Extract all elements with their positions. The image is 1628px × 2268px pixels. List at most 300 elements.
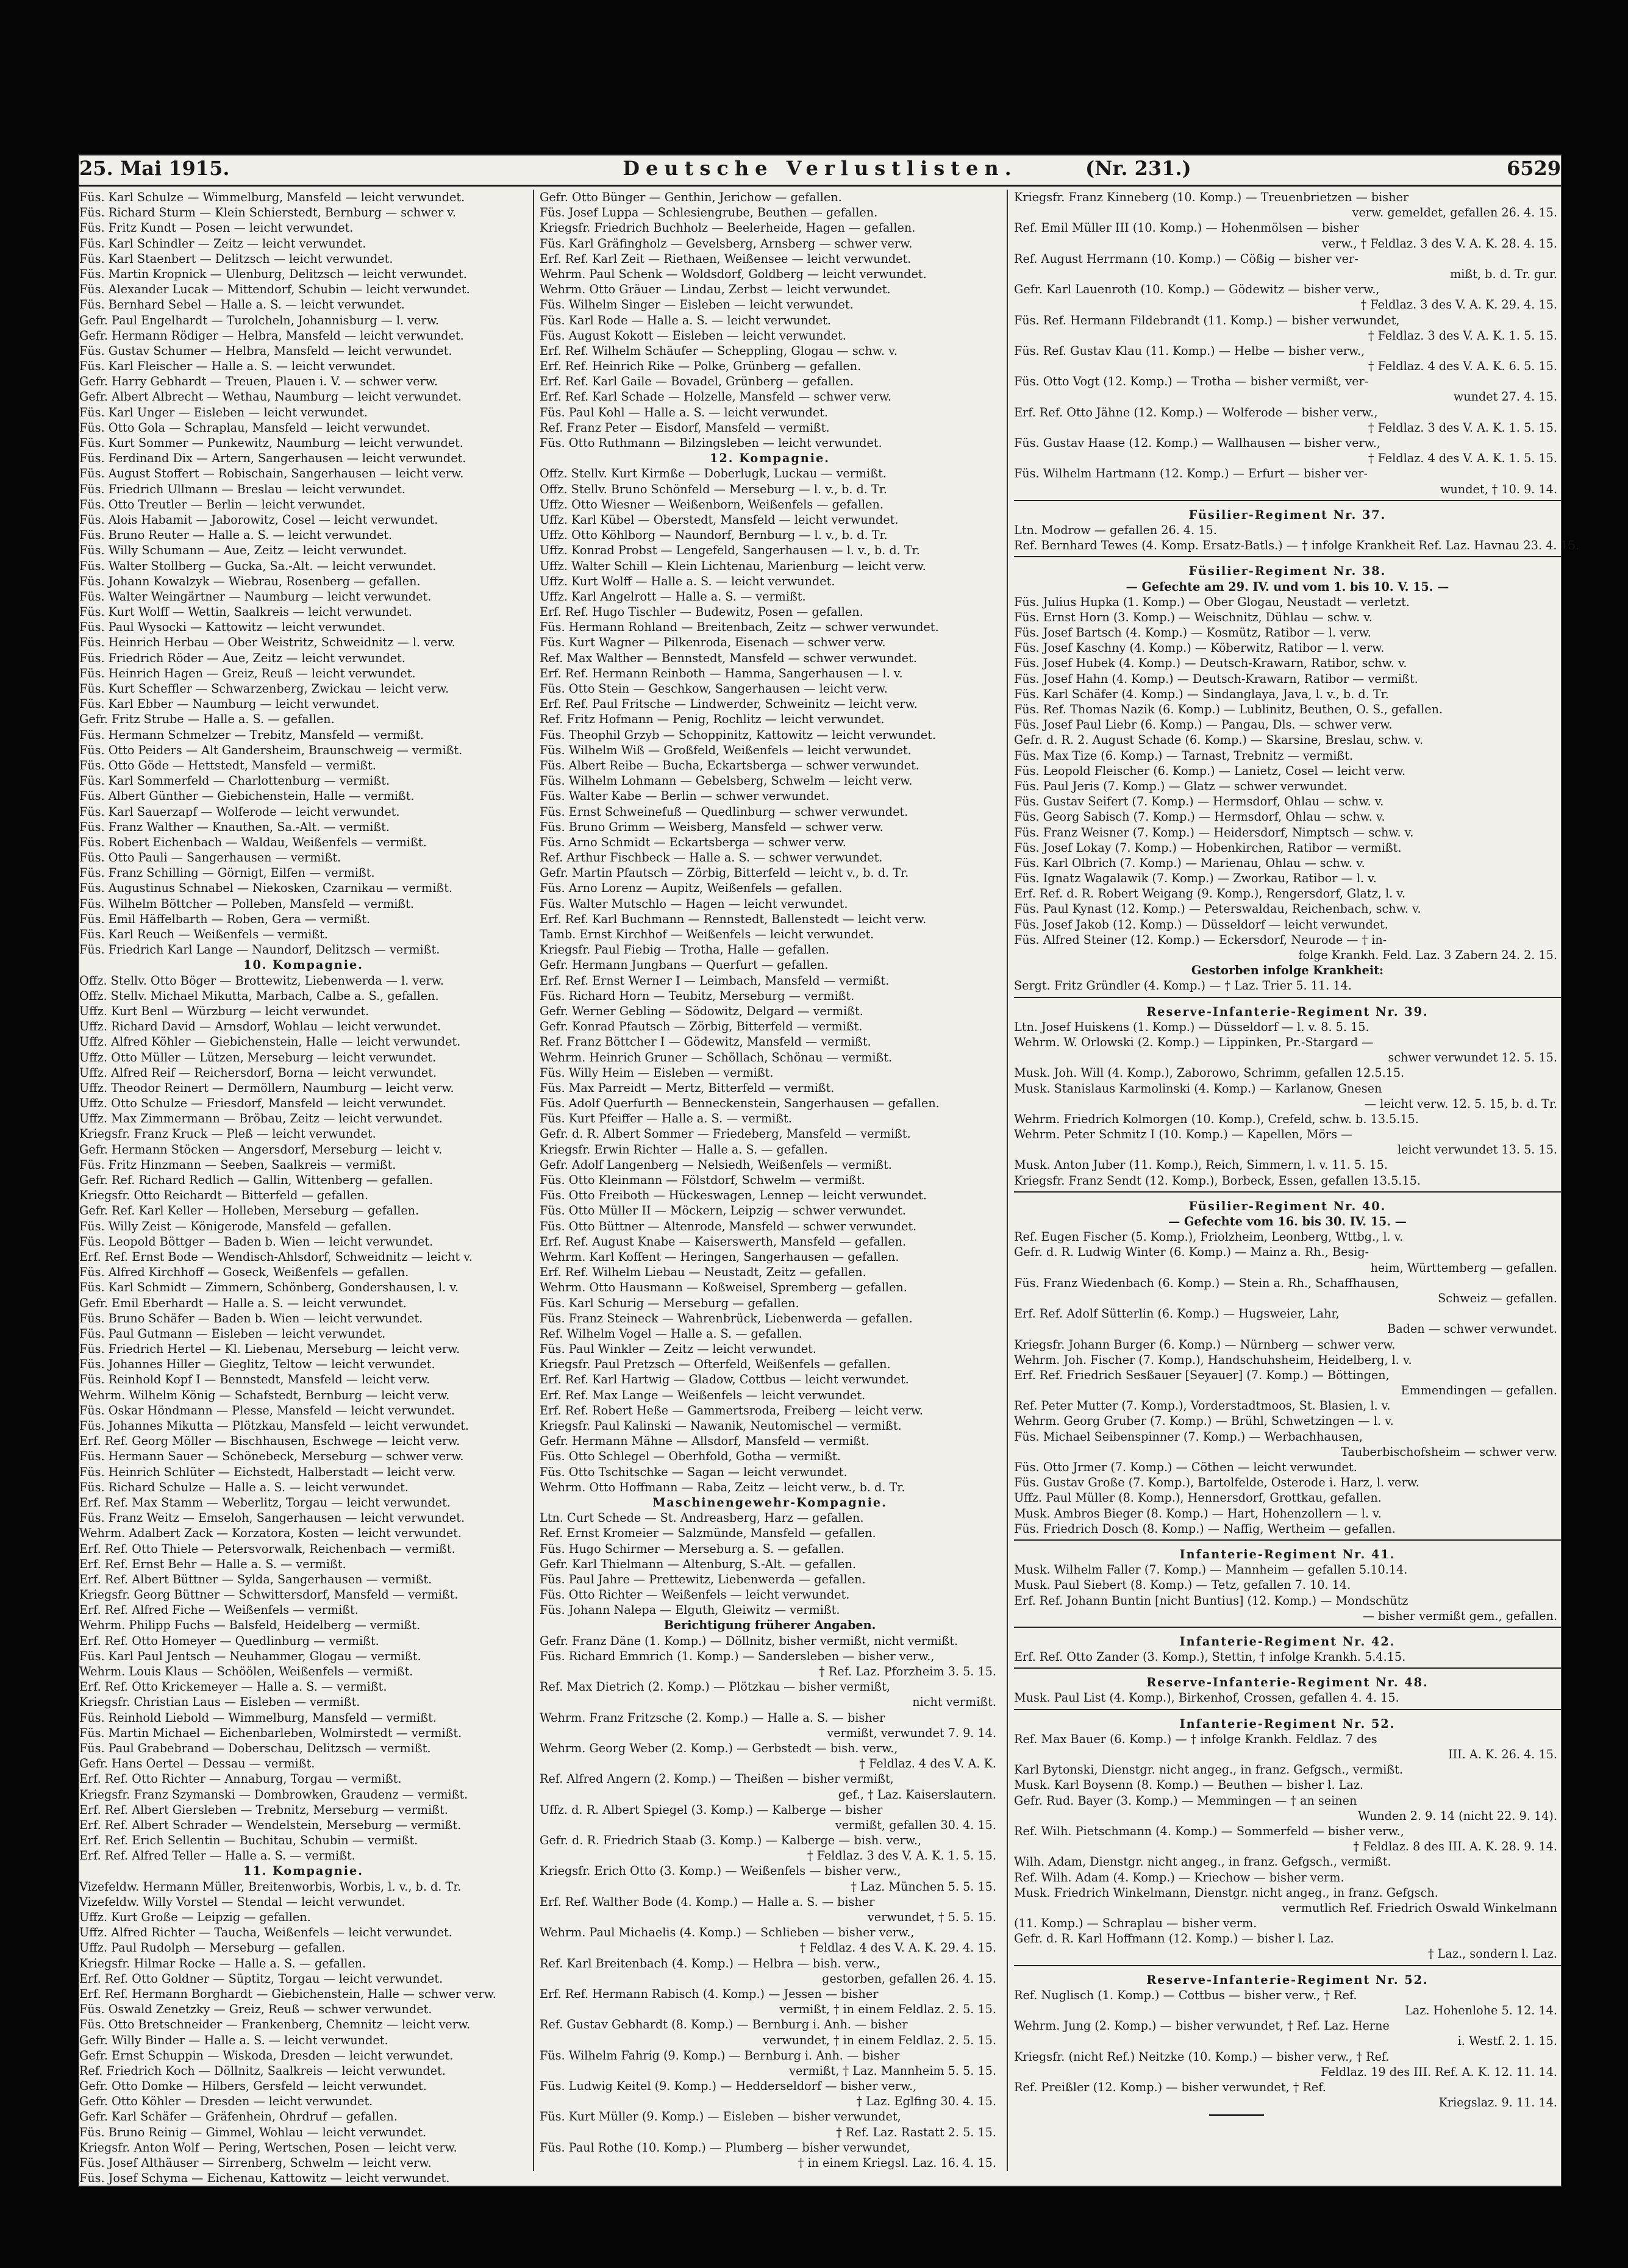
- casualty-entry: Füs. Max Tize (6. Komp.) — Tarnast, Trebnitz — vermißt.: [1014, 748, 1354, 763]
- casualty-entry: Füs. Bruno Reuter — Halle a. S. — leicht verwundet.: [79, 528, 393, 543]
- casualty-entry: Füs. Karl Olbrich (7. Komp.) — Marienau, Ohlau — schw. v.: [1014, 855, 1365, 870]
- casualty-entry: Ref. Wilh. Pietschmann (4. Komp.) — Sommerfeld — bisher verw.,: [1014, 1824, 1404, 1838]
- casualty-entry: Füs. Alois Habamit — Jaborowitz, Cosel — leicht verwundet.: [79, 512, 438, 527]
- casualty-entry: Erf. Ref. Otto Richter — Annaburg, Torgau — vermißt.: [79, 1772, 402, 1786]
- casualty-entry: Füs. Ref. Thomas Nazik (6. Komp.) — Lublinitz, Beuthen, O. S., gefallen.: [1014, 702, 1443, 716]
- casualty-entry: Offz. Stellv. Kurt Kirmße — Doberlugk, Luckau — vermißt.: [540, 466, 887, 481]
- casualty-entry: Erf. Ref. Hermann Rabisch (4. Komp.) — Jessen — bisher: [540, 1986, 879, 2001]
- casualty-entry: Ref. Wilh. Adam (4. Komp.) — Kriechow — bisher verm.: [1014, 1870, 1344, 1885]
- casualty-entry: Füs. Ernst Schweinefuß — Quedlinburg — schwer verwundet.: [540, 804, 909, 819]
- section-heading: Füsilier-Regiment Nr. 40.: [1188, 1199, 1387, 1213]
- casualty-entry: Füs. Josef Kaschny (4. Komp.) — Köberwitz, Ratibor — l. verw.: [1014, 641, 1385, 655]
- entry-continuation: gestorben, gefallen 26. 4. 15.: [822, 1971, 996, 1986]
- casualty-entry: Wehrm. Paul Schenk — Woldsdorf, Goldberg — leicht verwundet.: [540, 266, 927, 281]
- casualty-entry: Wehrm. Karl Koffent — Heringen, Sangerhausen — gefallen.: [540, 1249, 899, 1264]
- section-heading: 11. Kompagnie.: [243, 1864, 363, 1878]
- casualty-entry: Füs. Kurt Sommer — Punkewitz, Naumburg — leicht verwundet.: [79, 436, 463, 450]
- casualty-entry: Füs. Karl Staenbert — Delitzsch — leicht verwundet.: [79, 251, 393, 266]
- casualty-entry: Uffz. Alfred Köhler — Giebichenstein, Halle — leicht verwundet.: [79, 1035, 461, 1049]
- casualty-entry: Kriegsfr. Hilmar Rocke — Halle a. S. — gefallen.: [79, 1956, 366, 1970]
- casualty-entry: Uffz. Karl Angelrott — Halle a. S. — vermißt.: [540, 589, 806, 604]
- casualty-entry: Füs. Heinrich Schlüter — Eichstedt, Halberstadt — leicht verw.: [79, 1464, 456, 1479]
- casualty-entry: Füs. Otto Pauli — Sangerhausen — vermißt.: [79, 850, 341, 865]
- casualty-entry: Füs. Paul Wysocki — Kattowitz — leicht verwundet.: [79, 620, 386, 635]
- section-rule: [1014, 556, 1561, 563]
- casualty-entry: Füs. Hermann Schmelzer — Trebitz, Mansfeld — vermißt.: [79, 727, 424, 742]
- casualty-entry: Ref. Franz Böttcher I — Gödewitz, Mansfeld — vermißt.: [540, 1035, 871, 1049]
- section-rule: [1014, 1709, 1561, 1716]
- casualty-entry: Füs. Karl Fleischer — Halle a. S. — leicht verwundet.: [79, 359, 396, 374]
- casualty-entry: Erf. Ref. Adolf Sütterlin (6. Komp.) — Hugsweier, Lahr,: [1014, 1307, 1340, 1321]
- casualty-entry: Füs. Heinrich Herbau — Ober Weistritz, Schweidnitz — l. verw.: [79, 635, 455, 650]
- casualty-entry: Musk. Friedrich Winkelmann, Dienstgr. nicht angeg., in franz. Gefgsch.: [1014, 1885, 1438, 1900]
- entry-continuation: Laz. Hohenlohe 5. 12. 14.: [1405, 2003, 1557, 2017]
- entry-continuation: † Laz., sondern l. Laz.: [1427, 1947, 1557, 1961]
- entry-continuation: † Feldlaz. 3 des V. A. K. 1. 5. 15.: [807, 1849, 996, 1863]
- casualty-entry: Uffz. Otto Schulze — Friesdorf, Mansfeld — leicht verwundet.: [79, 1096, 446, 1111]
- entry-continuation: wundet, † 10. 9. 14.: [1440, 482, 1557, 496]
- casualty-entry: Wehrm. Otto Hoffmann — Raba, Zeitz — leicht verw., b. d. Tr.: [540, 1480, 905, 1494]
- casualty-entry: Erf. Ref. Otto Zander (3. Komp.), Stettin, † infolge Krankh. 5.4.15.: [1014, 1650, 1406, 1664]
- casualty-entry: Füs. Otto Kleinmann — Fölstdorf, Schwelm — vermißt.: [540, 1173, 865, 1187]
- casualty-entry: Kriegsfr. Otto Reichardt — Bitterfeld — gefallen.: [79, 1188, 369, 1203]
- casualty-entry: Füs. Franz Weisner (7. Komp.) — Heidersdorf, Nimptsch — schw. v.: [1014, 825, 1414, 840]
- casualty-entry: Ltn. Modrow — gefallen 26. 4. 15.: [1014, 522, 1217, 537]
- casualty-entry: Musk. Joh. Will (4. Komp.), Zaborowo, Schrimm, gefallen 12.5.15.: [1014, 1066, 1405, 1080]
- casualty-entry: Füs. Friedrich Karl Lange — Naundorf, Delitzsch — vermißt.: [79, 943, 440, 957]
- casualty-entry: Wehrm. Friedrich Kolmorgen (10. Komp.), Crefeld, schw. b. 13.5.15.: [1014, 1111, 1419, 1126]
- casualty-entry: Gefr. Hermann Jungbans — Querfurt — gefallen.: [540, 958, 829, 972]
- casualty-entry: Füs. Augustinus Schnabel — Niekosken, Czarnikau — vermißt.: [79, 881, 453, 896]
- casualty-entry: Füs. Karl Rode — Halle a. S. — leicht verwundet.: [540, 313, 831, 327]
- casualty-entry: Gefr. Otto Domke — Hilbers, Gersfeld — leicht verwundet.: [79, 2079, 427, 2094]
- casualty-entry: Erf. Ref. Albert Schrader — Wendelstein, Merseburg — vermißt.: [79, 1817, 462, 1832]
- casualty-entry: Füs. Otto Vogt (12. Komp.) — Trotha — bisher vermißt, ver-: [1014, 374, 1369, 389]
- casualty-entry: Tamb. Ernst Kirchhof — Weißenfels — leicht verwundet.: [540, 927, 874, 941]
- casualty-entry: Gefr. Karl Schäfer — Gräfenhein, Ohrdruf — gefallen.: [79, 2109, 398, 2124]
- casualty-entry: Füs. Otto Bretschneider — Frankenberg, Chemnitz — leicht verw.: [79, 2017, 471, 2032]
- casualty-entry: Füs. Johannes Mikutta — Plötzkau, Mansfeld — leicht verwundet.: [79, 1419, 469, 1433]
- section-heading: Füsilier-Regiment Nr. 38.: [1188, 564, 1387, 579]
- casualty-entry: Musk. Stanislaus Karmolinski (4. Komp.) — Karlanow, Gnesen: [1014, 1081, 1382, 1096]
- casualty-entry: Füs. Karl Ebber — Naumburg — leicht verwundet.: [79, 697, 380, 711]
- casualty-entry: Füs. Karl Schurig — Merseburg — gefallen.: [540, 1296, 799, 1310]
- casualty-entry: Ref. Ernst Kromeier — Salzmünde, Mansfeld — gefallen.: [540, 1526, 876, 1541]
- casualty-entry: Uffz. Theodor Reinert — Dermöllern, Naumburg — leicht verw.: [79, 1080, 454, 1095]
- entry-continuation: — leicht verw. 12. 5. 15, b. d. Tr.: [1364, 1096, 1557, 1111]
- entry-continuation: vermißt, gefallen 30. 4. 15.: [835, 1817, 996, 1832]
- casualty-entry: Füs. Alfred Kirchhoff — Goseck, Weißenfels — gefallen.: [79, 1265, 409, 1280]
- casualty-entry: (11. Komp.) — Schraplau — bisher verm.: [1014, 1916, 1257, 1931]
- casualty-entry: Füs. Willy Heim — Eisleben — vermißt.: [540, 1065, 774, 1080]
- entry-continuation: † Laz. München 5. 5. 15.: [851, 1879, 996, 1894]
- casualty-entry: Wehrm. Georg Weber (2. Komp.) — Gerbstedt — bish. verw.,: [540, 1741, 898, 1755]
- section-heading: 12. Kompagnie.: [710, 451, 830, 466]
- casualty-entry: Füs. Karl Reuch — Weißenfels — vermißt.: [79, 927, 328, 941]
- casualty-entry: Füs. Heinrich Hagen — Greiz, Reuß — leicht verwundet.: [79, 666, 416, 680]
- entry-continuation: verw. gemeldet, gefallen 26. 4. 15.: [1352, 205, 1557, 220]
- casualty-entry: Erf. Ref. Heinrich Rike — Polke, Grünberg — gefallen.: [540, 359, 862, 374]
- casualty-entry: Füs. Reinhold Kopf I — Bennstedt, Mansfeld — leicht verw.: [79, 1372, 430, 1387]
- casualty-entry: Füs. Ref. Hermann Fildebrandt (11. Komp.) — bisher verwundet,: [1014, 313, 1400, 327]
- entry-continuation: vermißt, † Laz. Mannheim 5. 5. 15.: [789, 2063, 996, 2078]
- casualty-entry: Füs. Ludwig Keitel (9. Komp.) — Hedderseldorf — bisher verw.,: [540, 2079, 917, 2094]
- entry-continuation: wundet 27. 4. 15.: [1453, 390, 1557, 404]
- casualty-entry: Füs. Otto Freiboth — Hückeswagen, Lennep — leicht verwundet.: [540, 1188, 927, 1203]
- casualty-entry: Gefr. d. R. Karl Hoffmann (12. Komp.) — bisher l. Laz.: [1014, 1931, 1334, 1946]
- casualty-entry: Füs. Otto Göde — Hettstedt, Mansfeld — vermißt.: [79, 758, 376, 772]
- casualty-entry: Erf. Ref. Max Lange — Weißenfels — leicht verwundet.: [540, 1388, 866, 1402]
- casualty-entry: Füs. Leopold Fleischer (6. Komp.) — Lanietz, Cosel — leicht verw.: [1014, 763, 1406, 778]
- casualty-entry: Füs. Richard Schulze — Halle a. S. — leicht verwundet.: [79, 1480, 409, 1494]
- casualty-entry: Füs. Bruno Grimm — Weisberg, Mansfeld — schwer verw.: [540, 819, 884, 834]
- casualty-entry: Uffz. Konrad Probst — Lengefeld, Sangerhausen — l. v., b. d. Tr.: [540, 543, 920, 558]
- casualty-entry: Ref. Preißler (12. Komp.) — bisher verwundet, † Ref.: [1014, 2080, 1326, 2094]
- casualty-entry: Gefr. Ref. Richard Redlich — Gallin, Wittenberg — gefallen.: [79, 1173, 434, 1187]
- casualty-entry: Kriegsfr. Franz Kinneberg (10. Komp.) — Treuenbrietzen — bisher: [1014, 190, 1409, 204]
- casualty-entry: Füs. Adolf Querfurth — Benneckenstein, Sangerhausen — gefallen.: [540, 1096, 940, 1111]
- casualty-entry: Offz. Stellv. Bruno Schönfeld — Merseburg — l. v., b. d. Tr.: [540, 482, 887, 496]
- header-title: Deutsche Verlustlisten.: [623, 157, 1018, 180]
- section-heading: 10. Kompagnie.: [243, 958, 363, 972]
- casualty-entry: Erf. Ref. Otto Homeyer — Quedlinburg — vermißt.: [79, 1633, 379, 1648]
- casualty-entry: Füs. Max Parreidt — Mertz, Bitterfeld — vermißt.: [540, 1080, 835, 1095]
- casualty-entry: Füs. Otto Gola — Schraplau, Mansfeld — leicht verwundet.: [79, 420, 430, 435]
- casualty-entry: Gefr. Ernst Schuppin — Wiskoda, Dresden — leicht verwundet.: [79, 2048, 454, 2063]
- casualty-entry: Wehrm. Adalbert Zack — Korzatora, Kosten — leicht verwundet.: [79, 1526, 462, 1541]
- casualty-entry: Erf. Ref. Georg Möller — Bischhausen, Eschwege — leicht verw.: [79, 1434, 460, 1449]
- casualty-entry: Füs. Albert Günther — Giebichenstein, Halle — vermißt.: [79, 789, 415, 804]
- casualty-entry: Füs. Walter Stollberg — Gucka, Sa.-Alt. — leicht verwundet.: [79, 558, 437, 573]
- entry-continuation: Schweiz — gefallen.: [1438, 1291, 1557, 1305]
- casualty-entry: Ref. Emil Müller III (10. Komp.) — Hohenmölsen — bisher: [1014, 221, 1359, 235]
- casualty-entry: Gefr. d. R. 2. August Schade (6. Komp.) — Skarsine, Breslau, schw. v.: [1014, 733, 1424, 747]
- casualty-entry: Füs. Otto Treutler — Berlin — leicht verwundet.: [79, 497, 366, 512]
- casualty-entry: Wehrm. Wilhelm König — Schafstedt, Bernburg — leicht verw.: [79, 1388, 450, 1402]
- casualty-entry: Kriegsfr. Christian Laus — Eisleben — vermißt.: [79, 1695, 360, 1710]
- text-column-middle: [540, 190, 1000, 2171]
- casualty-entry: Füs. Otto Ruthmann — Bilzingsleben — leicht verwundet.: [540, 436, 882, 450]
- casualty-entry: Füs. Alexander Lucak — Mittendorf, Schubin — leicht verwundet.: [79, 282, 470, 297]
- casualty-entry: Füs. Julius Hupka (1. Komp.) — Ober Glogau, Neustadt — verletzt.: [1014, 594, 1410, 609]
- casualty-entry: Füs. Otto Peiders — Alt Gandersheim, Braunschweig — vermißt.: [79, 743, 463, 757]
- casualty-entry: Füs. Richard Sturm — Klein Schierstedt, Bernburg — schwer v.: [79, 205, 456, 220]
- casualty-entry: Kriegsfr. Franz Szymanski — Dombrowken, Graudenz — vermißt.: [79, 1787, 468, 1802]
- casualty-entry: Füs. Bernhard Sebel — Halle a. S. — leicht verwundet.: [79, 298, 405, 312]
- header-page-number: 6529: [1506, 157, 1561, 180]
- casualty-entry: Gefr. Hermann Mähne — Allsdorf, Mansfeld — vermißt.: [540, 1434, 869, 1449]
- entry-continuation: vermutlich Ref. Friedrich Oswald Winkelmann: [1282, 1900, 1557, 1915]
- casualty-entry: Erf. Ref. Ernst Bode — Wendisch-Ahlsdorf, Schweidnitz — leicht v.: [79, 1249, 473, 1264]
- casualty-entry: Uffz. Kurt Große — Leipzig — gefallen.: [79, 1910, 311, 1924]
- casualty-entry: Erf. Ref. Karl Hartwig — Gladow, Cottbus — leicht verwundet.: [540, 1372, 909, 1387]
- casualty-entry: Uffz. Otto Müller — Lützen, Merseburg — leicht verwundet.: [79, 1050, 437, 1064]
- casualty-entry: Gefr. Ref. Karl Keller — Holleben, Merseburg — gefallen.: [79, 1204, 419, 1218]
- casualty-entry: Sergt. Fritz Gründler (4. Komp.) — † Laz. Trier 5. 11. 14.: [1014, 979, 1352, 993]
- casualty-entry: Füs. Fritz Hinzmann — Seeben, Saalkreis — vermißt.: [79, 1157, 396, 1172]
- casualty-entry: Füs. Oskar Höndmann — Plesse, Mansfeld — leicht verwundet.: [79, 1403, 455, 1417]
- casualty-entry: Ref. Max Dietrich (2. Komp.) — Plötzkau — bisher vermißt,: [540, 1680, 891, 1694]
- casualty-entry: Füs. Gustav Große (7. Komp.), Bartolfelde, Osterode i. Harz, l. verw.: [1014, 1475, 1419, 1490]
- casualty-entry: Ref. Max Bauer (6. Komp.) — † infolge Krankh. Feldlaz. 7 des: [1014, 1731, 1377, 1746]
- casualty-entry: Füs. Emil Häffelbarth — Roben, Gera — vermißt.: [79, 911, 371, 926]
- casualty-entry: Füs. Gustav Seifert (7. Komp.) — Hermsdorf, Ohlau — schw. v.: [1014, 794, 1384, 809]
- casualty-entry: Gefr. Martin Pfautsch — Zörbig, Bitterfeld — leicht v., b. d. Tr.: [540, 866, 909, 880]
- casualty-entry: Gefr. Willy Binder — Halle a. S. — leicht verwundet.: [79, 2033, 388, 2047]
- entry-continuation: † Feldlaz. 4 des V. A. K. 1. 5. 15.: [1368, 451, 1557, 466]
- casualty-entry: Gefr. d. R. Albert Sommer — Friedeberg, Mansfeld — vermißt.: [540, 1127, 911, 1141]
- casualty-entry: Erf. Ref. Karl Zeit — Riethaen, Weißensee — leicht verwundet.: [540, 251, 912, 266]
- casualty-entry: Ref. Peter Mutter (7. Komp.), Vorderstadtmoos, St. Blasien, l. v.: [1014, 1399, 1391, 1413]
- casualty-entry: Uffz. Alfred Richter — Taucha, Weißenfels — leicht verwundet.: [79, 1925, 452, 1940]
- casualty-entry: Ref. Friedrich Koch — Döllnitz, Saalkreis — leicht verwundet.: [79, 2063, 446, 2078]
- entry-continuation: gef., † Laz. Kaiserslautern.: [838, 1787, 996, 1802]
- header-date: 25. Mai 1915.: [79, 157, 230, 180]
- casualty-entry: Ltn. Curt Schede — St. Andreasberg, Harz — gefallen.: [540, 1511, 864, 1525]
- casualty-entry: Füs. Franz Walther — Knauthen, Sa.-Alt. — vermißt.: [79, 819, 390, 834]
- header-issue-number: (Nr. 231.): [1085, 157, 1191, 180]
- casualty-entry: Füs. Otto Büttner — Altenrode, Mansfeld — schwer verwundet.: [540, 1219, 917, 1233]
- casualty-entry: Kriegsfr. Franz Kruck — Pleß — leicht verwundet.: [79, 1127, 376, 1141]
- casualty-entry: Erf. Ref. Albert Büttner — Sylda, Sangerhausen — vermißt.: [79, 1572, 432, 1586]
- casualty-entry: Füs. Otto Stein — Geschkow, Sangerhausen — leicht verw.: [540, 682, 888, 696]
- casualty-entry: Füs. Karl Paul Jentsch — Neuhammer, Glogau — vermißt.: [79, 1649, 421, 1663]
- casualty-entry: Füs. Willy Schumann — Aue, Zeitz — leicht verwundet.: [79, 543, 407, 558]
- section-heading: Reserve-Infanterie-Regiment Nr. 48.: [1146, 1675, 1429, 1690]
- casualty-entry: Füs. Hermann Sauer — Schönebeck, Merseburg — schwer verw.: [79, 1449, 464, 1464]
- casualty-entry: Füs. Otto Jrmer (7. Komp.) — Cöthen — leicht verwundet.: [1014, 1460, 1357, 1474]
- casualty-entry: Füs. Otto Richter — Weißenfels — leicht verwundet.: [540, 1588, 850, 1602]
- casualty-entry: Füs. Alfred Steiner (12. Komp.) — Eckersdorf, Neurode — † in-: [1014, 932, 1387, 947]
- section-heading: Füsilier-Regiment Nr. 37.: [1188, 507, 1387, 522]
- entry-continuation: † Feldlaz. 3 des V. A. K. 1. 5. 15.: [1368, 420, 1557, 435]
- casualty-entry: Füs. Josef Jakob (12. Komp.) — Düsseldorf — leicht verwundet.: [1014, 917, 1388, 932]
- section-rule: [1014, 1627, 1561, 1634]
- casualty-entry: Füs. Walter Weingärtner — Naumburg — leicht verwundet.: [79, 589, 432, 604]
- entry-continuation: vermißt, † in einem Feldlaz. 2. 5. 15.: [779, 2002, 996, 2017]
- entry-continuation: i. Westf. 2. 1. 15.: [1457, 2034, 1557, 2049]
- section-heading: Reserve-Infanterie-Regiment Nr. 52.: [1146, 1972, 1429, 1987]
- entry-continuation: † Ref. Laz. Rastatt 2. 5. 15.: [836, 2125, 996, 2139]
- casualty-entry: Ref. Arthur Fischbeck — Halle a. S. — schwer verwundet.: [540, 850, 883, 865]
- casualty-entry: Gefr. Otto Köhler — Dresden — leicht verwundet.: [79, 2094, 373, 2109]
- casualty-entry: Füs. Reinhold Liebold — Wimmelburg, Mansfeld — vermißt.: [79, 1710, 437, 1725]
- casualty-entry: Ref. August Herrmann (10. Komp.) — Cößig — bisher ver-: [1014, 251, 1358, 266]
- casualty-entry: Uffz. Walter Schill — Klein Lichtenau, Marienburg — leicht verw.: [540, 558, 926, 573]
- entry-continuation: † Feldlaz. 4 des V. A. K.: [859, 1756, 996, 1771]
- casualty-entry: Füs. Karl Schäfer (4. Komp.) — Sindanglaya, Java, l. v., b. d. Tr.: [1014, 686, 1389, 701]
- casualty-entry: Gefr. Otto Bünger — Genthin, Jerichow — gefallen.: [540, 190, 842, 204]
- section-heading: Infanterie-Regiment Nr. 41.: [1179, 1547, 1396, 1561]
- casualty-entry: Erf. Ref. Walther Bode (4. Komp.) — Halle a. S. — bisher: [540, 1894, 875, 1909]
- casualty-entry: Erf. Ref. Erich Sellentin — Buchitau, Schubin — vermißt.: [79, 1833, 418, 1848]
- casualty-entry: Füs. Gustav Haase (12. Komp.) — Wallhausen — bisher verw.,: [1014, 436, 1380, 450]
- casualty-entry: Füs. Franz Weitz — Emseloh, Sangerhausen — leicht verwundet.: [79, 1511, 465, 1525]
- casualty-entry: Wehrm. Heinrich Gruner — Schöllach, Schönau — vermißt.: [540, 1050, 893, 1064]
- casualty-entry: Erf. Ref. Otto Jähne (12. Komp.) — Wolferode — bisher verw.,: [1014, 405, 1378, 419]
- casualty-entry: Füs. Josef Althäuser — Sirrenberg, Schwelm — leicht verw.: [79, 2156, 432, 2170]
- casualty-entry: Wehrm. Jung (2. Komp.) — bisher verwundet, † Ref. Laz. Herne: [1014, 2019, 1390, 2033]
- casualty-entry: Wehrm. Philipp Fuchs — Balsfeld, Heidelberg — vermißt.: [79, 1618, 421, 1633]
- casualty-entry: Füs. Michael Seibenspinner (7. Komp.) — Werbachhausen,: [1014, 1429, 1363, 1444]
- casualty-entry: Musk. Wilhelm Faller (7. Komp.) — Mannheim — gefallen 5.10.14.: [1014, 1563, 1408, 1577]
- casualty-entry: Füs. Otto Tschitschke — Sagan — leicht verwundet.: [540, 1464, 848, 1479]
- casualty-entry: Füs. Johannes Hiller — Gieglitz, Teltow — leicht verwundet.: [79, 1357, 435, 1372]
- casualty-entry: Uffz. Otto Wiesner — Weißenborn, Weißenfels — gefallen.: [540, 497, 884, 512]
- casualty-entry: Ref. Nuglisch (1. Komp.) — Cottbus — bisher verw., † Ref.: [1014, 1988, 1357, 2002]
- entry-continuation: mißt, b. d. Tr. gur.: [1450, 266, 1557, 281]
- casualty-entry: Gefr. Paul Engelhardt — Turolcheln, Johannisburg — l. verw.: [79, 313, 439, 327]
- casualty-entry: Füs. Willy Zeist — Königerode, Mansfeld — gefallen.: [79, 1219, 392, 1233]
- casualty-entry: Wehrm. Peter Schmitz I (10. Komp.) — Kapellen, Mörs —: [1014, 1127, 1353, 1142]
- entry-continuation: leicht verwundet 13. 5. 15.: [1397, 1143, 1557, 1157]
- casualty-entry: Füs. Gustav Schumer — Helbra, Mansfeld — leicht verwundet.: [79, 343, 452, 358]
- casualty-entry: Füs. Wilhelm Böttcher — Polleben, Mansfeld — vermißt.: [79, 896, 414, 911]
- casualty-entry: Uffz. Alfred Reif — Reichersdorf, Borna — leicht verwundet.: [79, 1065, 437, 1080]
- casualty-entry: Füs. Karl Schmidt — Zimmern, Schönberg, Gondershausen, l. v.: [79, 1280, 459, 1295]
- casualty-entry: Füs. August Stoffert — Robischain, Sangerhausen — leicht verw.: [79, 466, 464, 481]
- casualty-entry: Füs. Theophil Grzyb — Schoppinitz, Kattowitz — leicht verwundet.: [540, 727, 936, 742]
- casualty-entry: Füs. Otto Müller II — Möckern, Leipzig — schwer verwundet.: [540, 1204, 907, 1218]
- casualty-entry: Gefr. Hermann Stöcken — Angersdorf, Merseburg — leicht v.: [79, 1142, 443, 1157]
- casualty-entry: Füs. Kurt Müller (9. Komp.) — Eisleben — bisher verwundet,: [540, 2109, 901, 2124]
- casualty-entry: Füs. Johann Nalepa — Elguth, Gleiwitz — vermißt.: [540, 1603, 840, 1617]
- entry-continuation: † in einem Kriegsl. Laz. 16. 4. 15.: [798, 2156, 996, 2170]
- casualty-entry: Erf. Ref. Karl Buchmann — Rennstedt, Ballenstedt — leicht verw.: [540, 911, 927, 926]
- section-heading: Infanterie-Regiment Nr. 52.: [1179, 1716, 1396, 1731]
- casualty-entry: Wehrm. Georg Gruber (7. Komp.) — Brühl, Schwetzingen — l. v.: [1014, 1414, 1394, 1428]
- casualty-entry: Erf. Ref. Otto Krickemeyer — Halle a. S. — vermißt.: [79, 1680, 387, 1694]
- casualty-entry: Füs. Martin Michael — Eichenbarleben, Wolmirstedt — vermißt.: [79, 1725, 462, 1740]
- casualty-entry: Füs. Friedrich Röder — Aue, Zeitz — leicht verwundet.: [79, 651, 405, 665]
- casualty-entry: Kriegsfr. Anton Wolf — Pering, Wertschen, Posen — leicht verw.: [79, 2140, 457, 2155]
- casualty-entry: Kriegsfr. Franz Sendt (12. Komp.), Borbeck, Essen, gefallen 13.5.15.: [1014, 1173, 1421, 1188]
- casualty-entry: Füs. Wilhelm Lohmann — Gebelsberg, Schwelm — leicht verw.: [540, 774, 913, 788]
- casualty-entry: Füs. Paul Rothe (10. Komp.) — Plumberg — bisher verwundet,: [540, 2140, 910, 2155]
- casualty-entry: Wehrm. Otto Hausmann — Koßweisel, Spremberg — gefallen.: [540, 1280, 907, 1295]
- casualty-entry: Kriegsfr. Erwin Richter — Halle a. S. — gefallen.: [540, 1142, 828, 1157]
- casualty-entry: Ref. Franz Peter — Eisdorf, Mansfeld — vermißt.: [540, 420, 830, 435]
- casualty-entry: Füs. Friedrich Dosch (8. Komp.) — Naffig, Wertheim — gefallen.: [1014, 1521, 1396, 1536]
- casualty-entry: Erf. Ref. Ernst Werner I — Leimbach, Mansfeld — vermißt.: [540, 973, 890, 988]
- casualty-entry: Füs. Karl Schindler — Zeitz — leicht verwundet.: [79, 236, 366, 251]
- entry-continuation: † Feldlaz. 8 des III. A. K. 28. 9. 14.: [1353, 1839, 1557, 1854]
- entry-continuation: Emmendingen — gefallen.: [1401, 1383, 1557, 1398]
- casualty-entry: Füs. Franz Steineck — Wahrenbrück, Liebenwerda — gefallen.: [540, 1311, 913, 1325]
- casualty-entry: Füs. Josef Hubek (4. Komp.) — Deutsch-Krawarn, Ratibor, schw. v.: [1014, 656, 1407, 671]
- casualty-entry: Gefr. Harry Gebhardt — Treuen, Plauen i. V. — schwer verw.: [79, 374, 438, 389]
- casualty-entry: Erf. Ref. Alfred Teller — Halle a. S. — vermißt.: [79, 1849, 355, 1863]
- casualty-entry: Erf. Ref. Wilhelm Liebau — Neustadt, Zeitz — gefallen.: [540, 1265, 866, 1280]
- section-rule: [1014, 1667, 1561, 1675]
- casualty-entry: Füs. Paul Jeris (7. Komp.) — Glatz — schwer verwundet.: [1014, 779, 1348, 793]
- casualty-entry: Füs. Leopold Böttger — Baden b. Wien — leicht verwundet.: [79, 1234, 434, 1249]
- casualty-entry: Füs. Georg Sabisch (7. Komp.) — Hermsdorf, Ohlau — schw. v.: [1014, 810, 1385, 824]
- casualty-entry: Füs. Josef Paul Liebr (6. Komp.) — Pangau, Dls. — schwer verw.: [1014, 718, 1393, 732]
- casualty-entry: Füs. Otto Schlegel — Oberhfold, Gotha — vermißt.: [540, 1449, 841, 1464]
- casualty-entry: Füs. Hugo Schirmer — Merseburg a. S. — gefallen.: [540, 1541, 844, 1556]
- casualty-entry: Füs. Josef Bartsch (4. Komp.) — Kosmütz, Ratibor — l. verw.: [1014, 626, 1371, 640]
- entry-continuation: † Laz. Eglfing 30. 4. 15.: [856, 2094, 996, 2109]
- entry-continuation: verwundet, † 5. 5. 15.: [867, 1910, 996, 1924]
- casualty-entry: Füs. Albert Reibe — Bucha, Eckartsberga — schwer verwundet.: [540, 758, 919, 772]
- casualty-entry: Füs. Karl Gräfingholz — Gevelsberg, Arnsberg — schwer verw.: [540, 236, 913, 251]
- casualty-entry: Erf. Ref. Wilhelm Schäufer — Scheppling, Glogau — schw. v.: [540, 343, 898, 358]
- casualty-entry: Füs. Josef Lokay (7. Komp.) — Hobenkirchen, Ratibor — vermißt.: [1014, 840, 1402, 855]
- casualty-entry: Kriegsfr. Friedrich Buchholz — Beelerheide, Hagen — gefallen.: [540, 221, 916, 235]
- casualty-entry: Uffz. Karl Kübel — Oberstedt, Mansfeld — leicht verwundet.: [540, 512, 899, 527]
- casualty-entry: Füs. Josef Luppa — Schlesiengrube, Beuthen — gefallen.: [540, 205, 878, 220]
- casualty-entry: Musk. Paul Siebert (8. Komp.) — Tetz, gefallen 7. 10. 14.: [1014, 1578, 1351, 1592]
- casualty-entry: Ltn. Josef Huiskens (1. Komp.) — Düsseldorf — l. v. 8. 5. 15.: [1014, 1019, 1369, 1034]
- entry-continuation: † Feldlaz. 4 des V. A. K. 6. 5. 15.: [1368, 359, 1557, 374]
- entry-continuation: III. A. K. 26. 4. 15.: [1448, 1747, 1557, 1761]
- casualty-entry: Gefr. Fritz Strube — Halle a. S. — gefallen.: [79, 712, 335, 727]
- section-rule: [1014, 500, 1561, 507]
- casualty-entry: Erf. Ref. Max Stamm — Weberlitz, Torgau — leicht verwundet.: [79, 1495, 451, 1510]
- casualty-entry: Erf. Ref. Paul Fritsche — Lindwerder, Schweinitz — leicht verw.: [540, 697, 918, 711]
- casualty-entry: Uffz. Paul Rudolph — Merseburg — gefallen.: [79, 1941, 346, 1955]
- casualty-entry: Füs. Ernst Horn (3. Komp.) — Weischnitz, Dühlau — schw. v.: [1014, 610, 1373, 624]
- casualty-entry: Uffz. Max Zimmermann — Bröbau, Zeitz — leicht verwundet.: [79, 1111, 443, 1126]
- casualty-entry: Wehrm. W. Orlowski (2. Komp.) — Lippinken, Pr.-Stargard —: [1014, 1035, 1374, 1049]
- casualty-entry: Gefr. d. R. Ludwig Winter (6. Komp.) — Mainz a. Rh., Besig-: [1014, 1245, 1369, 1260]
- entry-continuation: † Ref. Laz. Pforzheim 3. 5. 15.: [819, 1664, 996, 1678]
- casualty-entry: Erf. Ref. August Knabe — Kaiserswerth, Mansfeld — gefallen.: [540, 1234, 907, 1249]
- casualty-entry: Füs. Richard Emmrich (1. Komp.) — Sandersleben — bisher verw.,: [540, 1649, 935, 1663]
- casualty-entry: Ref. Bernhard Tewes (4. Komp. Ersatz-Batls.) — † infolge Krankheit Ref. Laz. Havnau 23. 4. 15.: [1014, 538, 1580, 553]
- casualty-entry: Füs. Wilhelm Wiß — Großfeld, Weißenfels — leicht verwundet.: [540, 743, 912, 757]
- casualty-entry: Füs. Josef Hahn (4. Komp.) — Deutsch-Krawarn, Ratibor — vermißt.: [1014, 671, 1418, 686]
- casualty-entry: Füs. Franz Schilling — Görnigt, Eilfen — vermißt.: [79, 866, 375, 880]
- casualty-entry: Ref. Fritz Hofmann — Penig, Rochlitz — leicht verwundet.: [540, 712, 885, 727]
- casualty-entry: Füs. Kurt Scheffler — Schwarzenberg, Zwickau — leicht verw.: [79, 682, 449, 696]
- casualty-entry: Gefr. Rud. Bayer (3. Komp.) — Memmingen — † an seinen: [1014, 1793, 1357, 1808]
- casualty-entry: Füs. Paul Kynast (12. Komp.) — Peterswaldau, Reichenbach, schw. v.: [1014, 902, 1421, 916]
- casualty-entry: Gefr. Hans Oertel — Dessau — vermißt.: [79, 1756, 315, 1771]
- end-rule: [1014, 2114, 1561, 2124]
- casualty-entry: Ref. Karl Breitenbach (4. Komp.) — Helbra — bish. verw.,: [540, 1956, 880, 1970]
- casualty-entry: Musk. Ambros Bieger (8. Komp.) — Hart, Hohenzollern — l. v.: [1014, 1506, 1382, 1521]
- entry-continuation: Kriegslaz. 9. 11. 14.: [1438, 2095, 1557, 2110]
- casualty-entry: Vizefeldw. Willy Vorstel — Stendal — leicht verwundet.: [79, 1894, 405, 1909]
- entry-continuation: † Feldlaz. 3 des V. A. K. 1. 5. 15.: [1368, 328, 1557, 343]
- casualty-entry: Gefr. Karl Lauenroth (10. Komp.) — Gödewitz — bisher verw.,: [1014, 282, 1380, 297]
- entry-continuation: Tauberbischofsheim — schwer verw.: [1341, 1444, 1557, 1459]
- casualty-entry: Erf. Ref. Ernst Behr — Halle a. S. — vermißt.: [79, 1557, 346, 1571]
- casualty-entry: Gefr. Hermann Rödiger — Helbra, Mansfeld — leicht verwundet.: [79, 328, 464, 343]
- casualty-entry: Füs. Kurt Wolff — Wettin, Saalkreis — leicht verwundet.: [79, 605, 412, 619]
- casualty-entry: Erf. Ref. Johann Buntin [nicht Buntius] (12. Komp.) — Mondschütz: [1014, 1593, 1408, 1608]
- sub-heading: Gestorben infolge Krankheit:: [1191, 963, 1384, 978]
- sub-heading: — Gefechte am 29. IV. und vom 1. bis 10. V. 15. —: [1126, 579, 1449, 594]
- casualty-entry: Uffz. Paul Müller (8. Komp.), Hennersdorf, Grottkau, gefallen.: [1014, 1491, 1382, 1505]
- casualty-entry: Gefr. d. R. Friedrich Staab (3. Komp.) — Kalberge — bish. verw.,: [540, 1833, 922, 1848]
- casualty-entry: Musk. Anton Juber (11. Komp.), Reich, Simmern, l. v. 11. 5. 15.: [1014, 1158, 1388, 1172]
- section-heading: Reserve-Infanterie-Regiment Nr. 39.: [1146, 1004, 1429, 1019]
- casualty-entry: Kriegsfr. (nicht Ref.) Neitzke (10. Komp.) — bisher verw., † Ref.: [1014, 2049, 1390, 2064]
- casualty-entry: Füs. Ref. Gustav Klau (11. Komp.) — Helbe — bisher verw.,: [1014, 343, 1365, 358]
- casualty-entry: Füs. Bruno Reinig — Gimmel, Wohlau — leicht verwundet.: [79, 2125, 427, 2139]
- casualty-entry: Füs. Wilhelm Fahrig (9. Komp.) — Bernburg i. Anh. — bisher: [540, 2048, 900, 2063]
- casualty-entry: Füs. Kurt Pfeiffer — Halle a. S. — vermißt.: [540, 1111, 792, 1126]
- casualty-entry: Uffz. Kurt Wolff — Halle a. S. — leicht verwundet.: [540, 574, 835, 588]
- casualty-entry: Füs. Wilhelm Singer — Eisleben — leicht verwundet.: [540, 298, 854, 312]
- casualty-entry: Erf. Ref. d. R. Robert Weigang (9. Komp.), Rengersdorf, Glatz, l. v.: [1014, 886, 1405, 901]
- casualty-entry: Füs. Bruno Schäfer — Baden b. Wien — leicht verwundet.: [79, 1311, 423, 1325]
- casualty-entry: Erf. Ref. Hugo Tischler — Budewitz, Posen — gefallen.: [540, 605, 863, 619]
- page-header: [79, 155, 1561, 187]
